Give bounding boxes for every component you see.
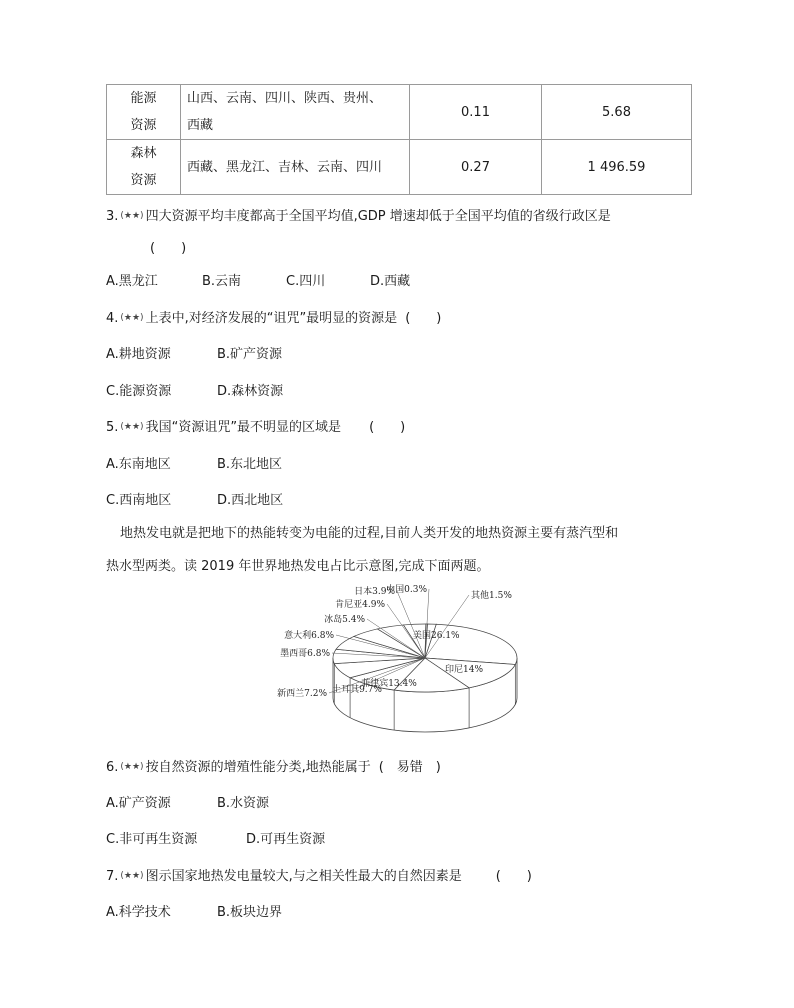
question-number: 7. bbox=[106, 869, 119, 884]
table-cell-value1: 0.27 bbox=[410, 140, 542, 195]
question-number: 4. bbox=[106, 311, 119, 326]
pie-label: 墨西哥6.8% bbox=[280, 649, 330, 659]
option-c[interactable]: C.能源资源 bbox=[106, 384, 172, 399]
difficulty-stars: (★★) bbox=[120, 871, 144, 881]
answer-paren: ( ) bbox=[405, 311, 442, 326]
table-cell-provinces: 山西、云南、四川、陕西、贵州、 西藏 bbox=[181, 85, 410, 140]
option-a[interactable]: A.东南地区 bbox=[106, 457, 171, 472]
option-b[interactable]: B.板块边界 bbox=[217, 905, 283, 920]
option-b[interactable]: B.矿产资源 bbox=[217, 347, 283, 362]
table-row bbox=[107, 140, 692, 195]
answer-paren: ( ) bbox=[369, 420, 406, 435]
difficulty-stars: (★★) bbox=[120, 313, 144, 323]
option-d[interactable]: D.西北地区 bbox=[217, 493, 284, 508]
difficulty-stars: (★★) bbox=[120, 211, 144, 221]
pie-label: 冰岛5.4% bbox=[324, 615, 365, 625]
table-row bbox=[107, 85, 692, 140]
table-cell-value1: 0.11 bbox=[410, 85, 542, 140]
option-d[interactable]: D.森林资源 bbox=[217, 384, 284, 399]
option-a[interactable]: A.黑龙江 bbox=[106, 274, 158, 289]
passage-line-1: 地热发电就是把地下的热能转变为电能的过程,目前人类开发的地热资源主要有蒸汽型和 bbox=[120, 526, 619, 541]
option-b[interactable]: B.东北地区 bbox=[217, 457, 283, 472]
geothermal-pie-chart bbox=[255, 580, 535, 750]
pie-label: 菲律宾13.4% bbox=[361, 679, 417, 689]
table-cell-provinces: 西藏、黑龙江、吉林、云南、四川 bbox=[181, 140, 410, 195]
question-4 bbox=[106, 307, 441, 326]
option-d[interactable]: D.可再生资源 bbox=[246, 832, 326, 847]
question-number: 5. bbox=[106, 420, 119, 435]
resource-table bbox=[106, 84, 692, 195]
difficulty-stars: (★★) bbox=[120, 762, 144, 772]
option-d[interactable]: D.西藏 bbox=[370, 274, 411, 289]
answer-paren: ( 易错 ) bbox=[378, 760, 441, 775]
table-cell-name: 森林 资源 bbox=[107, 140, 181, 195]
option-c[interactable]: C.四川 bbox=[286, 274, 326, 289]
question-number: 6. bbox=[106, 760, 119, 775]
pie-label: 肯尼亚4.9% bbox=[335, 600, 385, 610]
option-b[interactable]: B.云南 bbox=[202, 274, 242, 289]
pie-label: 日本3.9% bbox=[354, 587, 395, 597]
option-a[interactable]: A.科学技术 bbox=[106, 905, 171, 920]
pie-label: 意大利6.8% bbox=[284, 631, 334, 641]
passage-line-2: 热水型两类。读 2019 年世界地热发电占比示意图,完成下面两题。 bbox=[106, 559, 490, 574]
pie-label: 新西兰7.2% bbox=[277, 689, 327, 699]
question-text: 四大资源平均丰度都高于全国平均值,GDP 增速却低于全国平均值的省级行政区是 bbox=[145, 209, 611, 224]
question-5 bbox=[106, 416, 405, 435]
table-cell-value2: 1 496.59 bbox=[542, 140, 692, 195]
question-text: 按自然资源的增殖性能分类,地热能属于 bbox=[145, 760, 371, 775]
pie-label: 土耳其9.7% bbox=[332, 685, 382, 695]
option-a[interactable]: A.耕地资源 bbox=[106, 347, 171, 362]
answer-paren: ( ) bbox=[150, 241, 187, 256]
option-c[interactable]: C.西南地区 bbox=[106, 493, 172, 508]
option-b[interactable]: B.水资源 bbox=[217, 796, 270, 811]
question-text: 我国“资源诅咒”最不明显的区域是 bbox=[145, 420, 342, 435]
pie-label: 中国0.3% bbox=[386, 585, 427, 595]
question-7 bbox=[106, 865, 532, 884]
question-3 bbox=[106, 205, 611, 224]
option-c[interactable]: C.非可再生资源 bbox=[106, 832, 198, 847]
pie-label: 其他1.5% bbox=[471, 591, 512, 601]
difficulty-stars: (★★) bbox=[120, 422, 144, 432]
question-text: 上表中,对经济发展的“诅咒”最明显的资源是 bbox=[145, 311, 398, 326]
table-cell-name: 能源 资源 bbox=[107, 85, 181, 140]
pie-label: 印尼14% bbox=[445, 665, 484, 675]
option-a[interactable]: A.矿产资源 bbox=[106, 796, 171, 811]
question-number: 3. bbox=[106, 209, 119, 224]
pie-label: 美国26.1% bbox=[413, 631, 460, 641]
question-text: 图示国家地热发电量较大,与之相关性最大的自然因素是 bbox=[145, 869, 462, 884]
question-6 bbox=[106, 756, 441, 775]
answer-paren: ( ) bbox=[495, 869, 532, 884]
table-cell-value2: 5.68 bbox=[542, 85, 692, 140]
